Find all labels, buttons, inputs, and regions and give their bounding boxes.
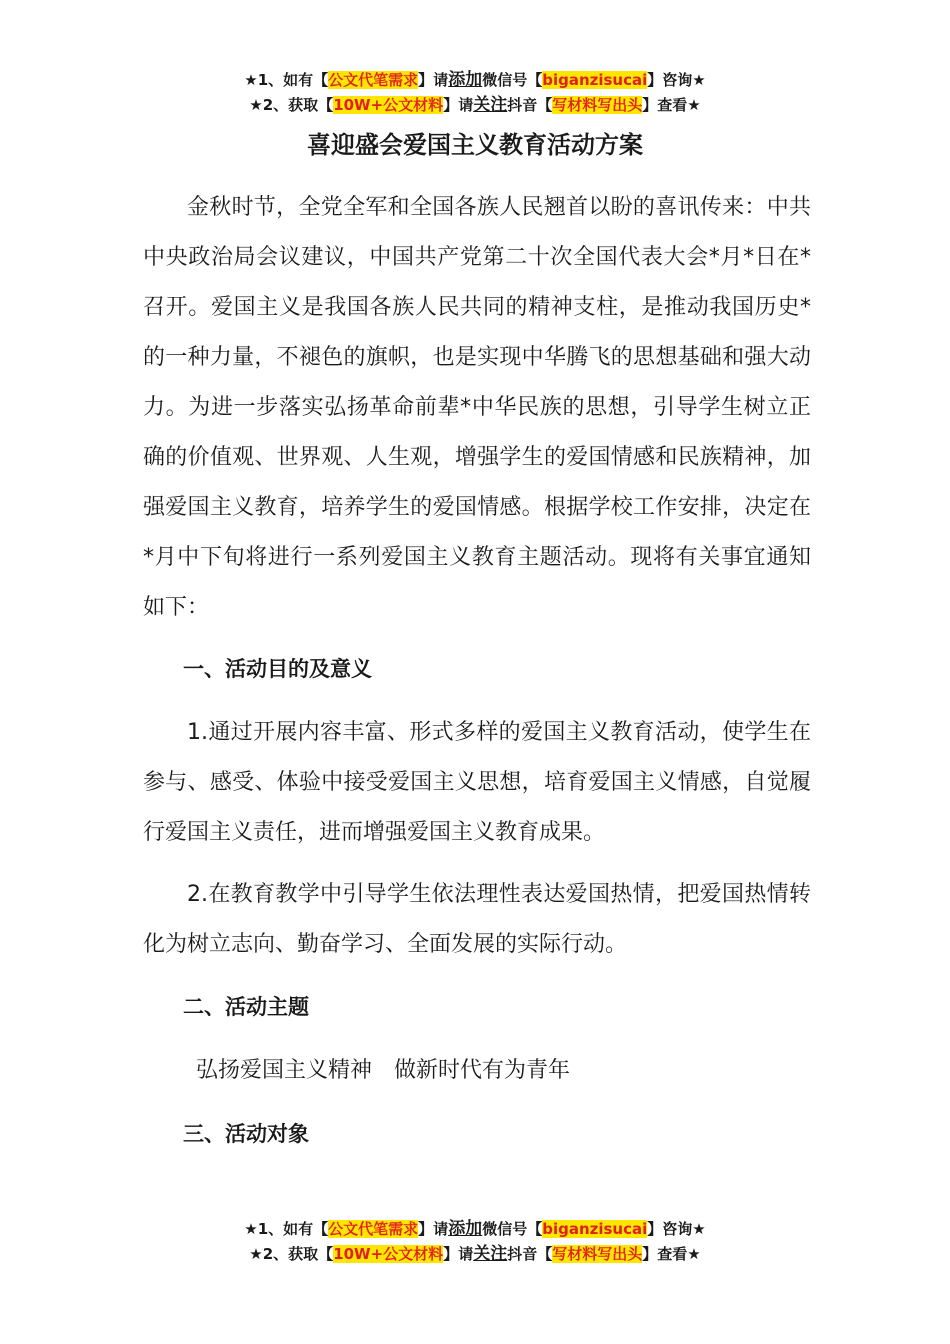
purpose-section-2 [143,870,811,970]
section-heading-1: 一、活动目的及意义 [183,657,372,681]
intro-paragraph: 金秋时节，全党全军和全国各族人民翘首以盼的喜讯传来：中共中央政治局会议建议，中国共产党第二十次全国代表大会*月*日在*召开。爱国主义是我国各族人民共同的精神支柱，是推动我国历史*的一种力量，不褪色的旗帜，也是实现中华腾飞的思想基础和强大动力。为进一步落实弘扬革命前辈*中华民族的思想，引导学生树立正确的价值观、世界观、人生观，增强学生的爱国情感和民族精神，加强爱国主义教育，培养学生的爱国情感。根据学校工作安排，决定在*月中下旬将进行一系列爱国主义教育主题活动。现将有关事宜通知如下： [143,195,811,620]
purpose-paragraph-1: 1.通过开展内容丰富、形式多样的爱国主义教育活动，使学生在参与、感受、体验中接受爱国主义思想，培育爱国主义情感，自觉履行爱国主义责任，进而增强爱国主义教育成果。 [143,720,811,845]
document-title: 喜迎盛会爱国主义教育活动方案 [307,131,643,159]
purpose-paragraph-2: 2.在教育教学中引导学生依法理性表达爱国热情，把爱国热情转化为树立志向、勤奋学习、全面发展的实际行动。 [143,882,811,957]
purpose-section [143,708,811,858]
header-promo-banner [0,68,950,118]
promo-line-1: ★1、如有【公文代笔需求】请添加微信号【biganzisucai】咨询★ [244,70,706,90]
footer-promo-banner [0,1217,950,1267]
section-heading-2: 二、活动主题 [183,995,309,1019]
promo-line-2: ★2、获取【10W+公文材料】请关注抖音【写材料写出头】查看★ [249,95,701,115]
promo-line-2: ★2、获取【10W+公文材料】请关注抖音【写材料写出头】查看★ [249,1244,701,1264]
intro-section [143,183,811,633]
activity-theme: 弘扬爱国主义精神 做新时代有为青年 [196,1058,571,1083]
section-heading-3: 三、活动对象 [183,1122,309,1146]
promo-line-1: ★1、如有【公文代笔需求】请添加微信号【biganzisucai】咨询★ [244,1219,706,1239]
